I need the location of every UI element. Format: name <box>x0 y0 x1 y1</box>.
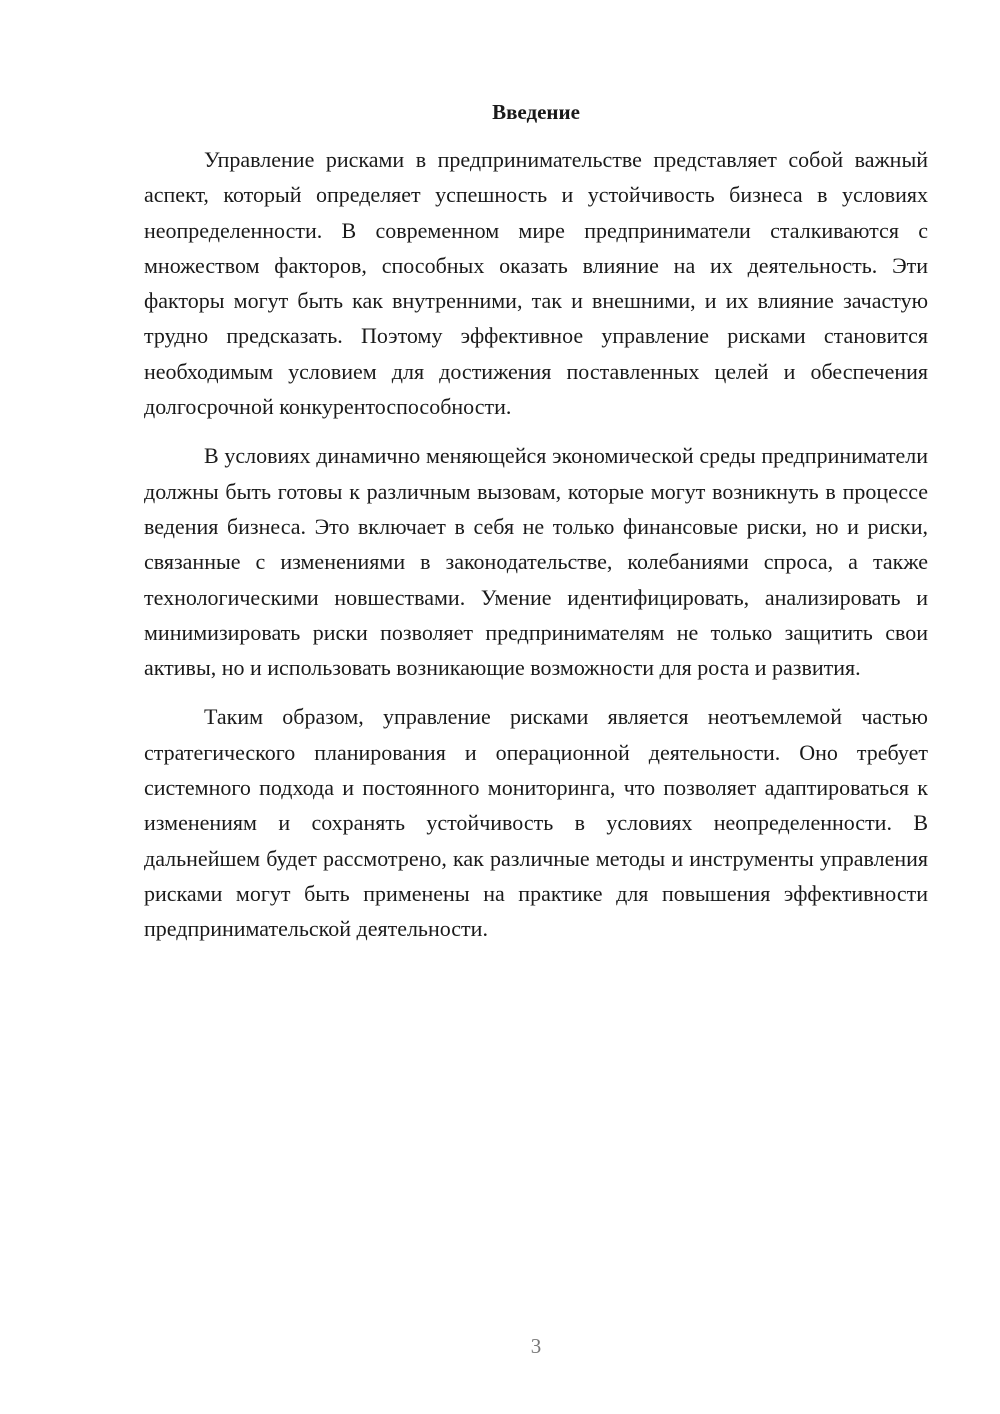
paragraph-2: В условиях динамично меняющейся экономической среды предприниматели должны быть готовы к различным вызовам, которые могут возникнуть в процессе ведения бизнеса. Это включает в себя не только финансовые риски, но и риски, связанные с изменениями в законодательстве, колебаниями спроса, а также технологическими новшествами. Умение идентифицировать, анализировать и минимизировать риски позволяет предпринимателям не только защитить свои активы, но и использовать возникающие возможности для роста и развития. <box>144 443 928 681</box>
heading-container <box>144 98 928 126</box>
paragraph-1: Управление рисками в предпринимательстве представляет собой важный аспект, который определяет успешность и устойчивость бизнеса в условиях неопределенности. В современном мире предприниматели сталкиваются с множеством факторов, способных оказать влияние на их деятельность. Эти факторы могут быть как внутренними, так и внешними, и их влияние зачастую трудно предсказать. Поэтому эффективное управление рисками становится необходимым условием для достижения поставленных целей и обеспечения долгосрочной конкурентоспособности. <box>144 147 928 420</box>
page-title: Введение <box>492 100 580 124</box>
paragraph-3: Таким образом, управление рисками является неотъемлемой частью стратегического планирования и операционной деятельности. Оно требует системного подхода и постоянного мониторинга, что позволяет адаптироваться к изменениям и сохранять устойчивость в условиях неопределенности. В дальнейшем будет рассмотрено, как различные методы и инструменты управления рисками могут быть применены на практике для повышения эффективности предпринимательской деятельности. <box>144 704 928 942</box>
page-number: 3 <box>530 1334 542 1358</box>
document-body <box>144 142 928 961</box>
